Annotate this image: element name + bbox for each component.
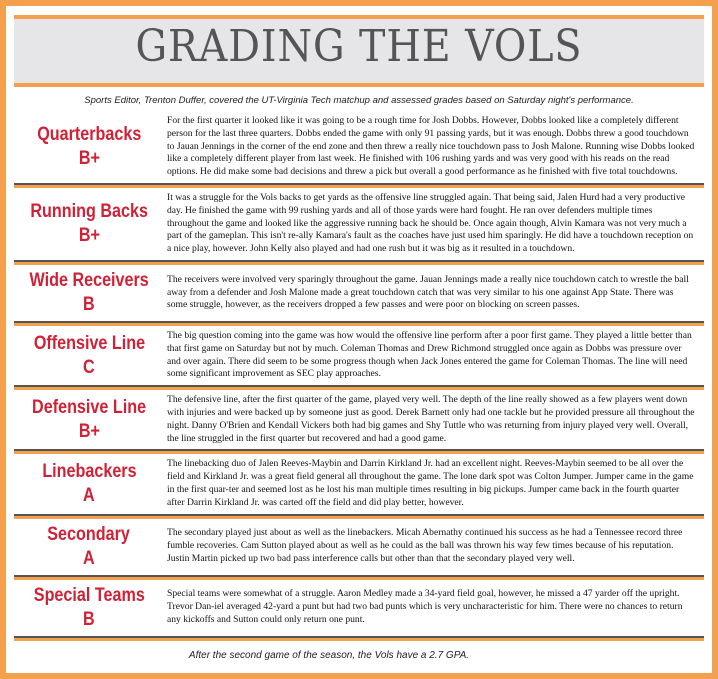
- label-column: [14, 330, 164, 381]
- section-text: Special teams were somewhat of a struggle. Aaron Medley made a 34-yard field goal, however, he missed a 47 yarder off the upright. Trevor Dan-iel averaged 42-yard a punt but had two bad punts which is very uncharacteristic for him. There were no chances to return any kickoffs and Sutton could only return one punt.: [167, 588, 683, 625]
- label-column: [14, 192, 164, 256]
- grade-section-linebackers: [14, 454, 704, 513]
- section-text: The secondary played just about as well as the linebackers. Micah Abernathy continued his success as he had a Tennessee record three fumble recoveries. Cam Sutton played about as well as he could as the ball was thrown his way few times because of his reputation. Justin Martin picked up two bad pass interference calls but other than that the secondary played very well.: [167, 527, 683, 564]
- position-label: Offensive Line: [33, 332, 145, 354]
- position-label: Wide Receivers: [29, 269, 149, 291]
- grade: B: [83, 293, 95, 315]
- label-column: [14, 584, 164, 632]
- section-text: The defensive line, after the first quarter of the game, played very well. The depth of the line really showed as a few players went down with injuries and were backed up by someone just as good. Derek Barnett only had one tackle but he provided pressure all throughout the night. Danny O'Brien and Kendall Vickers both had big games and Shy Tuttle who was returning from injury played very well. Overall, the line struggled in the first quarter but recovered and had a good game.: [167, 394, 695, 444]
- subtitle: Sports Editor, Trenton Duffer, covered the UT-Virginia Tech matchup and assessed grades based on Saturday night's performance.: [84, 95, 634, 106]
- divider: [14, 321, 704, 323]
- grade: B: [83, 608, 95, 630]
- grade: B+: [78, 420, 100, 442]
- label-column: [14, 269, 164, 317]
- grade: B+: [78, 224, 100, 246]
- grade-section-defensive-line: [14, 390, 704, 449]
- section-text: The receivers were involved very sparingly throughout the game. Jauan Jennings made a really nice touchdown catch to wrestle the ball away from a defender and Josh Malone made a great touchdown catch that was very similar to his one against App State. There was some struggle, however, as the receivers dropped a few passes and were poor on blocking on screen passes.: [167, 273, 689, 311]
- grade: A: [83, 484, 95, 506]
- grade: A: [83, 547, 95, 569]
- section-text: The big question coming into the game was how would the offensive line perform after a poor first game. They played a little better than that first game on Saturday but not by much. Coleman Thomas and Drew Richmond struggled once again as Dobbs was pressure over and over again. There did seem to be some progress though when Jack Jones entered the game for Coleman Thomas. The line will need some significant improvement as SEC play approaches.: [167, 329, 692, 380]
- label-column: [14, 115, 164, 179]
- grade-section-wide-receivers: [14, 265, 704, 321]
- divider: [14, 575, 704, 577]
- divider: [14, 385, 704, 387]
- grade-section-quarterbacks: [14, 111, 704, 183]
- section-text: It was a struggle for the Vols backs to get yards as the offensive line struggled again. That being said, Jalen Hurd had a very productive day. He finished the game with 99 rushing yards and all of those yards were hard fought. He ran over defenders multiple times throughout the game and looked like the aggressive running back he should be. Once again though, Alvin Kamara was not very much a part of the gameplan. This isn't re-ally Kamara's fault as the coaches have just used him sparingly. He did have a touchdown reception on a nice play, however. John Kelly also played and had one rush but it was big as it resulted in a touchdown.: [167, 191, 694, 255]
- position-label: Defensive Line: [31, 396, 146, 418]
- grade-sections: [6, 111, 712, 638]
- section-text: The linebacking duo of Jalen Reeves-Maybin and Darrin Kirkland Jr. had an excellent night. Reeves-Maybin seemed to be all over the field and Kirkland Jr. was a great field general all throughout the game. The lone dark spot was Colton Jumper. Jumper came in the game in the first quar-ter and seemed lost as he lost his man multiple times resulting in big pickups. Jumper came back in the fourth quarter after Darrin Kirkland Jr. was carted off the field and did play better, however.: [167, 458, 694, 508]
- divider: [14, 514, 704, 516]
- footer-note: After the second game of the season, the Vols have a 2.7 GPA.: [188, 649, 470, 661]
- grade-section-secondary: [14, 519, 704, 575]
- label-column: [14, 394, 164, 445]
- section-text: For the first quarter it looked like it was going to be a rough time for Josh Dobbs. However, Dobbs looked like a completely different person for the last three quarters. Dobbs ended the game with only 91 passing yards, but it was enough. Dobbs threw a good touchdown to Jauan Jennings in the corner of the end zone and then threw a really nice touchdown pass to Josh Malone. Running wise Dobbs looked like a completely different player from last week. He finished with 106 rushing yards and was very good with his reads on the read options. He did make some bad decisions and threw a pick but overall a good performance as he finished with five total touchdowns.: [167, 115, 695, 178]
- position-label: Special Teams: [33, 584, 145, 606]
- divider: [14, 260, 704, 262]
- divider: [14, 183, 704, 185]
- label-column: [14, 458, 164, 509]
- graphic-frame: [6, 6, 712, 673]
- divider: [14, 636, 704, 638]
- position-label: Quarterbacks: [36, 123, 142, 145]
- grade-section-offensive-line: [14, 326, 704, 385]
- grade-section-running-backs: [14, 188, 704, 260]
- grade: C: [83, 356, 95, 378]
- grade: B+: [78, 147, 100, 169]
- label-column: [14, 523, 164, 571]
- position-label: Linebackers: [41, 460, 137, 482]
- title-band: [14, 15, 704, 87]
- page-title: GRADING THE VOLS: [135, 21, 583, 72]
- divider: [14, 449, 704, 451]
- grade-section-special-teams: [14, 580, 704, 636]
- position-label: Secondary: [47, 523, 131, 545]
- position-label: Running Backs: [30, 200, 148, 222]
